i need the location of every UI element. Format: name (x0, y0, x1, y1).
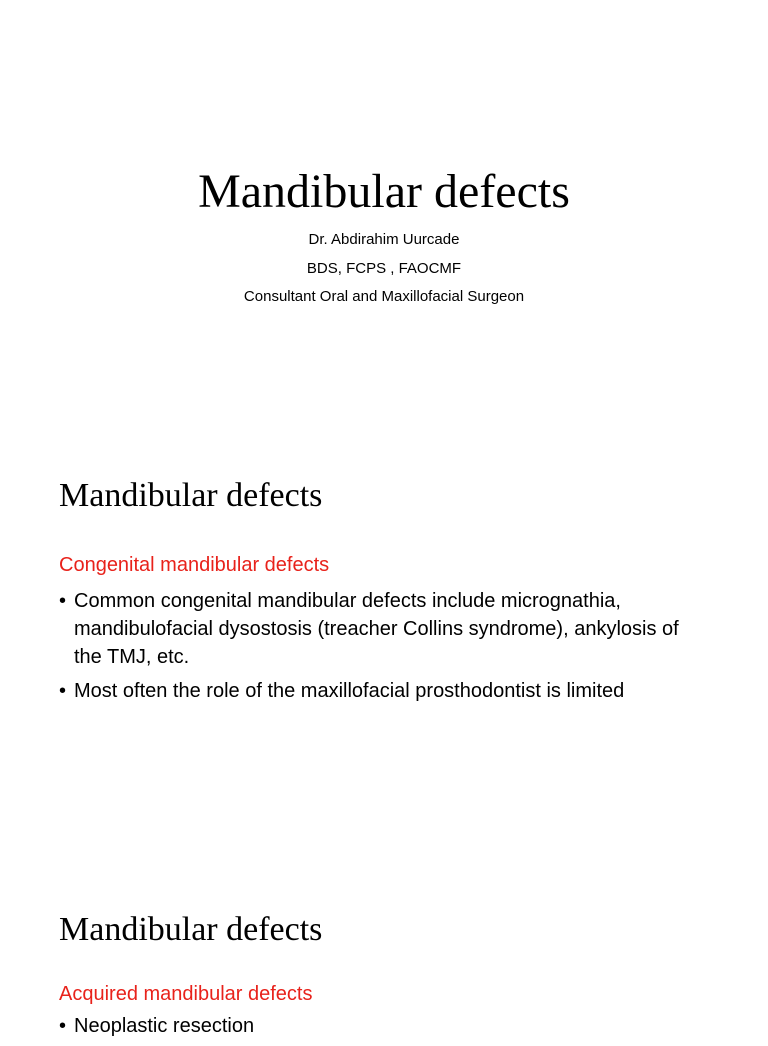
bullet-item (59, 1012, 709, 1040)
bullet-item (59, 587, 709, 671)
slide-title: Mandibular defects (59, 911, 323, 948)
bullet-marker: • (59, 590, 67, 612)
title-slide (0, 0, 768, 432)
author-role: Consultant Oral and Maxillofacial Surgeon (243, 288, 525, 305)
section-heading: Congenital mandibular defects (59, 554, 330, 576)
presentation-title: Mandibular defects (198, 165, 570, 218)
author-name: Dr. Abdirahim Uurcade (308, 231, 460, 248)
content-slide-acquired (0, 864, 768, 1037)
bullet-text: Most often the role of the maxillofacial prosthodontist is limited (74, 680, 625, 702)
bullet-list (59, 587, 709, 711)
slide-title: Mandibular defects (59, 477, 323, 514)
bullet-item (59, 677, 709, 705)
content-slide-congenital (0, 432, 768, 864)
bullet-text: Neoplastic resection (74, 1015, 255, 1037)
bullet-list (59, 1012, 709, 1046)
bullet-marker: • (59, 1015, 67, 1037)
bullet-marker: • (59, 680, 67, 702)
section-heading: Acquired mandibular defects (59, 983, 313, 1005)
bullet-text: Common congenital mandibular defects include micrognathia, mandibulofacial dysostosis (treacher Collins syndrome), ankylosis of the TMJ, etc. (74, 590, 679, 668)
author-credentials: BDS, FCPS , FAOCMF (306, 260, 462, 277)
